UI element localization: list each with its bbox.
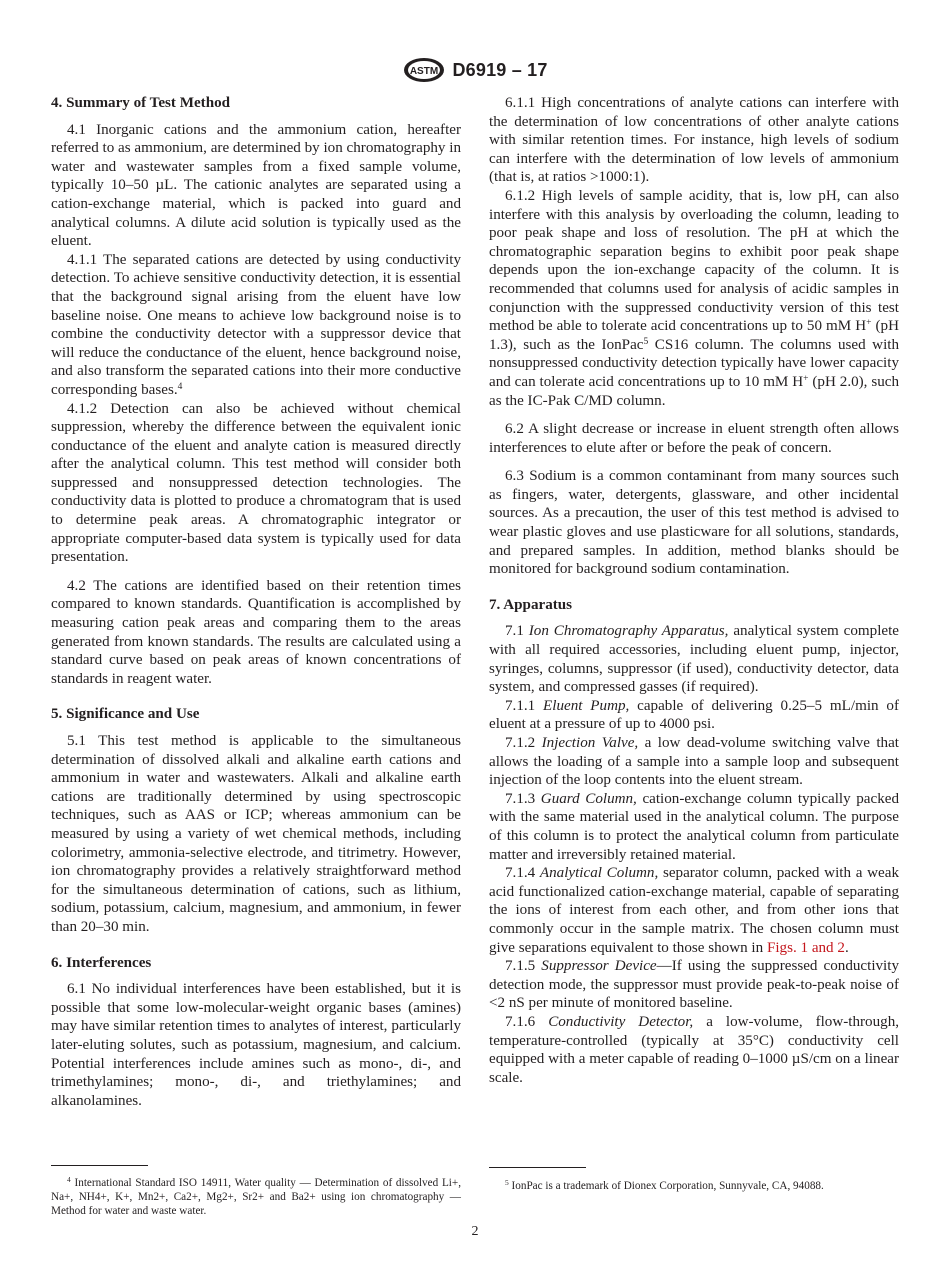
- footnote-4: $^4$ International Standard ISO 14911, Water quality — Determination of dissolved Li+, Na+, NH4+, K+, Mn2+, Ca2+, Mg2+, Sr2+ and Ba2+ using ion chromatography — Method for water and waste water.: [51, 1175, 461, 1217]
- svg-text:ASTM: ASTM: [410, 66, 439, 77]
- paragraph-6-1-1: 6.1.1 High concentrations of analyte cations can interfere with the determination of low concentrations of other analyte cations with similar retention times. For instance, high levels of sodium can interfere with the determination of low levels of ammonium (that is, at ratios >1000:1).: [489, 95, 899, 186]
- paragraph-6-1-2: 6.1.2 High levels of sample acidity, that is, low pH, can also interfere with this analysis by overloading the column, leading to poor peak shape and loss of resolution. The pH at which the chromatographic separation begins to exhibit poor peak shape depends upon the ion-exchange capacity of the column. It is recommended that columns used for analysis of acidic samples in conjunction with the suppressed conductivity version of this test method be able to tolerate acid concentrations up to 50 mM H+ (pH 1.3), such as the IonPac$^5$ CS16 column. The columns used with nonsuppressed conductivity detection typically have lower capacity and can tolerate acid concentrations up to 10 mM H+ (pH 2.0), such as the IC-Pak C/MD column.: [489, 187, 899, 409]
- left-column: [51, 94, 461, 1110]
- figs-1-and-2-link[interactable]: Figs. 1 and 2: [766, 939, 845, 956]
- paragraph-7-1-4: 7.1.4 Analytical Column, separator column, packed with a weak acid functionalized cation-exchange material, capable of separating the ions of interest from each other, and from other ions that commonly occur in the sample matrix. The chosen column must give separations equivalent to those shown in Figs. 1 and 2.: [489, 865, 899, 956]
- paragraph-6-3: 6.3 Sodium is a common contaminant from many sources such as fingers, water, detergents, glassware, and other incidental sources. As a precaution, the user of this test method is advised to wear plastic gloves and use plasticware for all solutions, standards, and prepared samples. In addition, method blanks should be monitored for background sodium contamination.: [489, 468, 899, 578]
- footnote-divider-right: [489, 1167, 586, 1168]
- section-heading-4: 4. Summary of Test Method: [51, 95, 231, 111]
- paragraph-7-1: 7.1 Ion Chromatography Apparatus, analytical system complete with all required accessories, including eluent pump, injector, syringes, columns, suppressor (if used), conductivity detector, data system, and compressed gasses (if required).: [489, 623, 899, 696]
- section-heading-6: 6. Interferences: [51, 954, 152, 971]
- paragraph-5-1: 5.1 This test method is applicable to the simultaneous determination of dissolved alkali and alkaline earth cations and ammonium in water and wastewaters. Alkali and alkaline earth cations are traditionally determined by using spectroscopic techniques, such as AAS or ICP; whereas ammonium can be measured by using a variety of wet chemical methods, including colorimetry, ammonia-selective electrode, and titrimetry. However, ion chromatography provides a relatively straightforward method for the simultaneous determination of cations, such as lithium, sodium, potassium, calcium, magnesium, and ammonium, in fewer than 20–30 min.: [51, 733, 461, 935]
- section-heading-5: 5. Significance and Use: [51, 706, 200, 723]
- paragraph-6-1: 6.1 No individual interferences have been established, but it is possible that some low-molecular-weight organic bases (amines) may have similar retention times to analytes of interest, particularly later-eluting solutes, such as potassium, magnesium, and calcium. Potential interferences include amines such as mono-, di-, and trimethylamines; mono-, di-, and triethylamines; and alkanolamines.: [51, 981, 461, 1109]
- page-number: 2: [471, 1224, 479, 1239]
- paragraph-7-1-1: 7.1.1 Eluent Pump, capable of delivering 0.25–5 mL/min of eluent at a pressure of up to 4000 psi.: [489, 697, 899, 733]
- paragraph-4-1: 4.1 Inorganic cations and the ammonium cation, hereafter referred to as ammonium, are determined by ion chromatography in water and wastewater samples from a fixed sample volume, typically 10–50 µL. The cationic analytes are separated using a cation-exchange material, which is packed into guard and analytical columns. A dilute acid solution is typically used as the eluent.: [51, 121, 461, 250]
- paragraph-6-2: 6.2 A slight decrease or increase in eluent strength often allows interferences to elute after or before the peak of concern.: [489, 421, 899, 456]
- paragraph-4-1-1: 4.1.1 The separated cations are detected by using conductivity detection. To achieve sensitive conductivity detection, it is essential that the background signal arising from the eluent have low baseline noise. One means to achieve low background noise is to combine the conductivity detector with a suppressor device that will reduce the conductance of the eluent, hence background noise, and also transform the separated cations into their more conductive corresponding bases.$^4$: [51, 251, 461, 398]
- paragraph-7-1-6: 7.1.6 Conductivity Detector, a low-volume, flow-through, temperature-controlled (typically at 35°C) conductivity cell equipped with a meter capable of reading 0–1000 µS/cm on a linear scale.: [489, 1013, 900, 1086]
- paragraph-4-1-2: 4.1.2 Detection can also be achieved without chemical suppression, whereby the difference between the equivalent ionic conductance of the eluent and analyte cation is measured directly after the analytical column. This test method will consider both suppressed and nonsuppressed detection technologies. The conductivity data is plotted to produce a chromatogram that is used to determine peak areas. A chromatographic integrator or appropriate computer-based data system is typically used for data presentation.: [51, 400, 461, 566]
- footnote-ref-5[interactable]: 5: [643, 336, 649, 347]
- paragraph-7-1-3: 7.1.3 Guard Column, cation-exchange column typically packed with the same material used in the analytical column. The purpose of this column is to protect the analytical column from particulate matter and irreversibly retained material.: [489, 790, 899, 863]
- footnote-ref-4[interactable]: 4: [177, 381, 183, 392]
- designation: D6919 – 17: [452, 59, 548, 80]
- paragraph-7-1-5: 7.1.5 Suppressor Device—If using the suppressed conductivity detection mode, the suppressor must provide peak-to-peak noise of <2 nS per minute of monitored baseline.: [489, 958, 899, 1012]
- astm-logo-icon: [402, 57, 446, 83]
- section-heading-7: 7. Apparatus: [489, 596, 573, 613]
- footnote-5: $^5$ IonPac is a trademark of Dionex Corporation, Sunnyvale, CA, 94088.: [505, 1178, 824, 1192]
- right-column: [489, 94, 899, 1087]
- paragraph-7-1-2: 7.1.2 Injection Valve, a low dead-volume switching valve that allows the loading of a sample into a sample loop and subsequent injection of the loop contents into the eluent stream.: [489, 735, 899, 789]
- paragraph-4-2: 4.2 The cations are identified based on their retention times compared to known standards. Quantification is accomplished by measuring cation peak areas and comparing them to the areas generated from known standards. The results are calculated using a standard curve based on peak areas of known concentrations of standards in reagent water.: [51, 577, 461, 687]
- page-header: [0, 56, 950, 84]
- footnote-divider-left: [51, 1165, 148, 1166]
